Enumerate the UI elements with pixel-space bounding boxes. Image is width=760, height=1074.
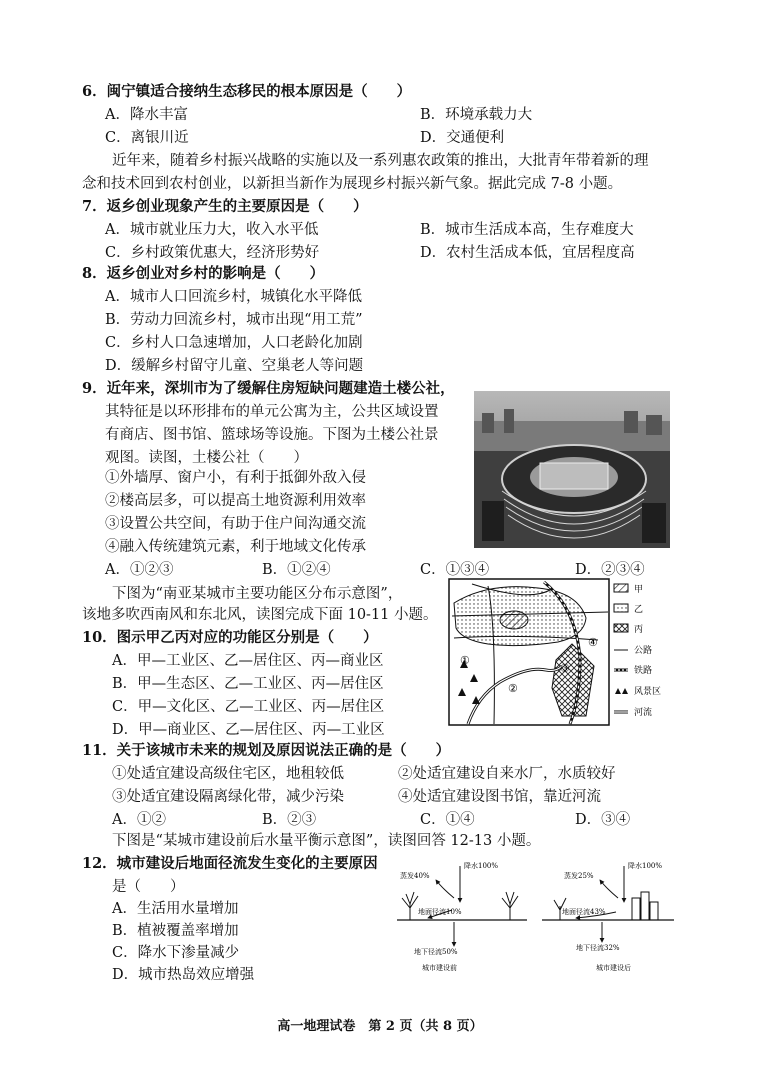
water-balance-diagram bbox=[392, 858, 677, 978]
legend-yi: 乙 bbox=[634, 605, 644, 615]
question-9-line1: 9．近年来，深圳市为了缓解住房短缺问题建造土楼公社， bbox=[82, 380, 455, 397]
q7-option-a: A．城市就业压力大，收入水平低 bbox=[105, 222, 319, 238]
before-rain-label: 降水100% bbox=[464, 862, 499, 870]
question-7-stem: 7．返乡创业现象产生的主要原因是（ ） bbox=[82, 198, 368, 215]
q11-option-b: B．②③ bbox=[262, 812, 317, 828]
q9-option-b: B．①②④ bbox=[262, 562, 331, 578]
q10-option-d: D．甲—商业区、乙—居住区、丙—工业区 bbox=[112, 722, 385, 738]
legend-jia: 甲 bbox=[634, 585, 644, 595]
q11-statement-4: ④处适宜建设图书馆，靠近河流 bbox=[398, 789, 601, 805]
intro-10-11-line1: 下图为“南亚某城市主要功能区分布示意图”， bbox=[112, 586, 403, 602]
map-mark-1: ① bbox=[460, 654, 470, 667]
before-evap-label: 蒸发40% bbox=[400, 872, 430, 880]
q7-option-c: C．乡村政策优惠大，经济形势好 bbox=[105, 245, 320, 261]
map-mark-3: ③ bbox=[560, 662, 570, 675]
after-under-label: 地下径流32% bbox=[576, 944, 620, 952]
q9-statement-4: ④融入传统建筑元素，利于地域文化传承 bbox=[105, 539, 366, 555]
legend-scenic: 风景区 bbox=[634, 687, 662, 697]
before-surface-label: 地面径流10% bbox=[418, 908, 462, 916]
q9-statement-2: ②楼高层多，可以提高土地资源利用效率 bbox=[105, 493, 366, 509]
intro-7-8-line1: 近年来，随着乡村振兴战略的实施以及一系列惠农政策的推出，大批青年带着新的理 bbox=[112, 153, 649, 169]
question-9-line2: 其特征是以环形排布的单元公寓为主，公共区域设置 bbox=[105, 404, 439, 420]
q10-option-c: C．甲—文化区、乙—工业区、丙—居住区 bbox=[112, 699, 385, 715]
q10-option-a: A．甲—工业区、乙—居住区、丙—商业区 bbox=[112, 653, 384, 669]
question-6-stem: 6．闽宁镇适合接纳生态移民的根本原因是（ ） bbox=[82, 83, 412, 100]
q8-option-d: D．缓解乡村留守儿童、空巢老人等问题 bbox=[105, 358, 364, 374]
after-caption: 城市建设后 bbox=[596, 964, 631, 972]
legend-road: 公路 bbox=[634, 646, 653, 656]
q11-option-a: A．①② bbox=[112, 812, 166, 828]
q12-option-c: C．降水下渗量减少 bbox=[112, 945, 240, 961]
before-caption: 城市建设前 bbox=[422, 964, 457, 972]
intro-12-13: 下图是“某城市建设前后水量平衡示意图”，读图回答 12-13 小题。 bbox=[112, 833, 541, 849]
water-before-panel bbox=[397, 861, 527, 972]
before-under-label: 地下径流50% bbox=[414, 948, 458, 956]
q11-statement-1: ①处适宜建设高级住宅区，地租较低 bbox=[112, 766, 344, 782]
after-rain-label: 降水100% bbox=[628, 862, 663, 870]
page-footer: 高一地理试卷 第 2 页（共 8 页） bbox=[277, 1019, 483, 1034]
legend-bing: 丙 bbox=[634, 625, 644, 635]
map-mark-2: ② bbox=[508, 682, 518, 695]
map-mark-4: ④ bbox=[588, 636, 598, 649]
q11-statement-3: ③处适宜建设隔离绿化带，减少污染 bbox=[112, 789, 344, 805]
water-after-panel bbox=[542, 861, 674, 972]
q6-option-d: D．交通便利 bbox=[420, 130, 505, 146]
q7-option-d: D．农村生活成本低，宜居程度高 bbox=[420, 245, 635, 261]
after-evap-label: 蒸发25% bbox=[564, 872, 594, 880]
city-function-map bbox=[448, 578, 676, 728]
map-legend bbox=[614, 584, 661, 718]
after-surface-label: 地面径流43% bbox=[562, 908, 606, 916]
question-9-line4: 观图。读图，土楼公社（ ） bbox=[105, 450, 308, 466]
q11-option-d: D．③④ bbox=[575, 812, 631, 828]
q9-statement-1: ①外墙厚、窗户小，有利于抵御外敌入侵 bbox=[105, 470, 366, 486]
q6-option-a: A．降水丰富 bbox=[105, 107, 188, 123]
q10-option-b: B．甲—生态区、乙—工业区、丙—居住区 bbox=[112, 676, 384, 692]
q11-option-c: C．①④ bbox=[420, 812, 475, 828]
q8-option-c: C．乡村人口急速增加，人口老龄化加剧 bbox=[105, 335, 363, 351]
legend-river: 河流 bbox=[634, 708, 653, 718]
q12-option-d: D．城市热岛效应增强 bbox=[112, 967, 255, 983]
q8-option-b: B．劳动力回流乡村，城市出现“用工荒” bbox=[105, 312, 363, 328]
q12-option-b: B．植被覆盖率增加 bbox=[112, 923, 239, 939]
q9-option-a: A．①②③ bbox=[105, 562, 174, 578]
q6-option-c: C．离银川近 bbox=[105, 130, 189, 146]
q6-option-b: B．环境承载力大 bbox=[420, 107, 533, 123]
question-12-line2: 是（ ） bbox=[112, 879, 185, 895]
tulou-photo bbox=[474, 391, 670, 548]
question-12-line1: 12．城市建设后地面径流发生变化的主要原因 bbox=[82, 855, 378, 872]
question-11-stem: 11．关于该城市未来的规划及原因说法正确的是（ ） bbox=[82, 742, 451, 759]
question-10-stem: 10．图示甲乙丙对应的功能区分别是（ ） bbox=[82, 629, 378, 646]
legend-railway: 铁路 bbox=[634, 666, 653, 676]
intro-10-11-line2: 该地多吹西南风和东北风，读图完成下面 10-11 小题。 bbox=[82, 607, 438, 623]
q9-option-d: D．②③④ bbox=[575, 562, 645, 578]
q9-statement-3: ③设置公共空间，有助于住户间沟通交流 bbox=[105, 516, 366, 532]
intro-7-8-line2: 念和技术回到农村创业，以新担当新作为展现乡村振兴新气象。据此完成 7-8 小题。 bbox=[82, 176, 623, 192]
q8-option-a: A．城市人口回流乡村，城镇化水平降低 bbox=[105, 289, 362, 305]
q9-option-c: C．①③④ bbox=[420, 562, 490, 578]
q7-option-b: B．城市生活成本高，生存难度大 bbox=[420, 222, 634, 238]
q12-option-a: A．生活用水量增加 bbox=[112, 901, 239, 917]
question-9-line3: 有商店、图书馆、篮球场等设施。下图为土楼公社景 bbox=[105, 427, 439, 443]
q11-statement-2: ②处适宜建设自来水厂，水质较好 bbox=[398, 766, 616, 782]
question-8-stem: 8．返乡创业对乡村的影响是（ ） bbox=[82, 265, 325, 282]
